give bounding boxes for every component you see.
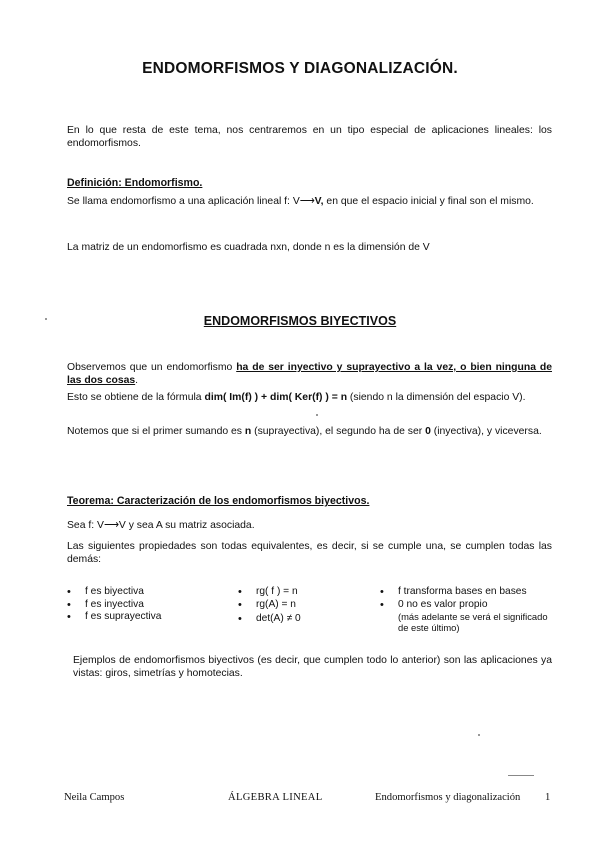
property-item: • f es biyectiva <box>67 586 227 599</box>
property-note: (más adelante se verá el significado de este último) <box>398 611 548 633</box>
property-item: • f es inyectiva <box>67 599 227 612</box>
definition-heading: Definición: Endomorfismo. <box>67 177 203 189</box>
p2-start: Esto se obtiene de la fórmula <box>67 392 205 403</box>
p2-end: (siendo n la dimensión del espacio V). <box>347 392 526 403</box>
biyectivos-paragraph-2 <box>67 392 552 405</box>
footer-chapter: Endomorfismos y diagonalización <box>375 792 521 803</box>
p3-part-c: (inyectiva), y viceversa. <box>430 426 542 437</box>
property-item: • f transforma bases en bases <box>380 586 555 599</box>
properties-column-3 <box>380 586 555 633</box>
theorem-line1-a: Sea f: V <box>67 520 104 531</box>
arrow-icon: ⟶ <box>103 520 119 531</box>
properties-column-1 <box>67 586 227 624</box>
definition-paragraph <box>67 196 552 209</box>
properties-column-2 <box>238 586 368 626</box>
scan-speck <box>478 734 480 736</box>
definition-text-after: en que el espacio inicial y final son el mismo. <box>323 196 534 207</box>
arrow-icon: ⟶ <box>299 196 315 207</box>
property-item: • rg( f ) = n <box>238 586 368 599</box>
footer-rule <box>508 775 534 776</box>
property-item: • rg(A) = n <box>238 599 368 612</box>
p1-start: Observemos que un endomorfismo <box>67 362 237 373</box>
definition-codomain: V, <box>314 196 324 207</box>
intro-paragraph: En lo que resta de este tema, nos centraremos en un tipo especial de aplicaciones lineales: los endomorfismos. <box>67 125 552 149</box>
dimension-formula: dim( Im(f) ) + dim( Ker(f) ) = n <box>204 392 348 403</box>
footer-author: Neila Campos <box>64 792 125 803</box>
footer-page-number: 1 <box>545 792 551 803</box>
definition-text-before: Se llama endomorfismo a una aplicación lineal f: V <box>67 196 300 207</box>
biyectivos-paragraph-3 <box>67 426 552 439</box>
theorem-line-1 <box>67 520 552 533</box>
examples-paragraph: Ejemplos de endomorfismos biyectivos (es decir, que cumplen todo lo anterior) son las aplicaciones ya vistas: giros, simetrías y homotecias. <box>73 655 552 679</box>
biyectivos-paragraph-1 <box>67 362 552 387</box>
property-item: • f es suprayectiva <box>67 611 227 624</box>
p3-zero: 0 <box>425 426 431 437</box>
p1-highlight: ha de ser inyectivo y suprayectivo a la vez, o bien ninguna de las dos cosas <box>67 362 552 386</box>
property-text: 0 no es valor propio <box>398 598 488 610</box>
matrix-note: La matriz de un endomorfismo es cuadrada nxn, donde n es la dimensión de V <box>67 242 430 253</box>
theorem-heading: Teorema: Caracterización de los endomorfismos biyectivos. <box>67 495 370 507</box>
theorem-line1-b: V y sea A su matriz asociada. <box>118 520 255 531</box>
scan-speck <box>45 318 47 320</box>
p3-part-a: Notemos que si el primer sumando es <box>67 426 245 437</box>
page-title: ENDOMORFISMOS Y DIAGONALIZACIÓN. <box>142 60 458 77</box>
property-item: • det(A) ≠ 0 <box>238 613 368 626</box>
property-item <box>380 599 555 634</box>
p3-n: n <box>244 426 252 437</box>
section-title-biyectivos: ENDOMORFISMOS BIYECTIVOS <box>203 314 397 328</box>
p3-part-b: (suprayectiva), el segundo ha de ser <box>251 426 426 437</box>
theorem-line-2: Las siguientes propiedades son todas equivalentes, es decir, si se cumple una, se cumplen todas las demás: <box>67 541 552 565</box>
scan-speck <box>316 414 318 416</box>
footer-subject: ÁLGEBRA LINEAL <box>228 792 323 803</box>
p1-end: . <box>135 374 139 386</box>
